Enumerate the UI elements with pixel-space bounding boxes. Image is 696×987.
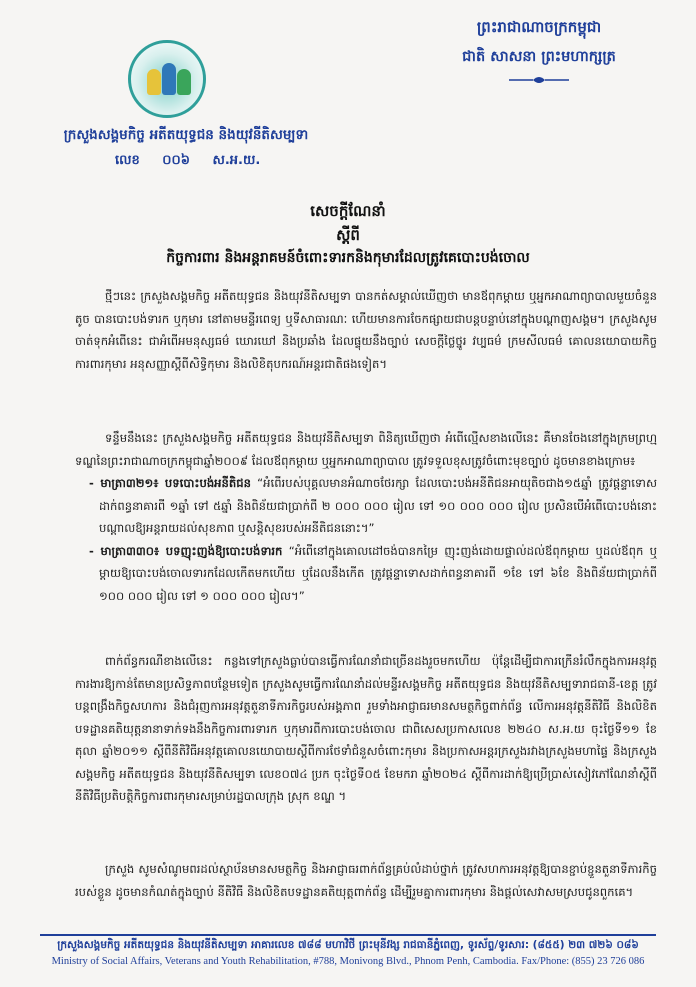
paragraph-2 [75, 427, 657, 607]
footer-address-kh: ក្រសួងសង្គមកិច្ច អតីតយុទ្ធជន និងយុវនីតិសម្បទា អាគារលេខ ៧៨៨ មហាវិថី ព្រះមុនីវង្ស រាជធានីភ្នំពេញ, ទូរស័ព្ទ/ទូរសារ: (៨៥៥) ២៣ ៧២៦ ០៨៦ [57, 939, 639, 951]
reference-number [115, 152, 278, 171]
ref-code: ស.អ.យ. [212, 153, 261, 168]
paragraph-2-intro: ទន្ទឹមនឹងនេះ ក្រសួងសង្គមកិច្ច អតីតយុទ្ធជន និងយុវនីតិសម្បទា ពិនិត្យឃើញថា អំពើល្មើសខាងលើនេះ គឺមានចែងនៅក្នុងក្រមព្រហ្មទណ្ឌនៃព្រះរាជាណាចក្រកម្ពុជាឆ្នាំ២០០៩ ដែលឪពុកម្ដាយ ឬអ្នកអាណាព្យាបាល ត្រូវទទួលខុសត្រូវចំពោះមុខច្បាប់ ដូចមានខាងក្រោម៖ [75, 431, 657, 468]
article-330-text: “អំពើនៅក្នុងគោលដៅចង់បានកម្រៃ ញុះញង់ដោយផ្ទាល់ដល់ឪពុកម្ដាយ ឬដល់ឪពុក ឬម្ដាយឱ្យបោះបង់ចោលទារកដែលកើតមកហើយ ឬដែលនឹងកើត ត្រូវផ្ដន្ទាទោសដាក់ពន្ធនាគារពី ១ខែ ទៅ ៦ខែ និងពិន័យជាប្រាក់ពី ១០០ ០០០ រៀល ទៅ ១ ០០០ ០០០ រៀល។” [99, 543, 657, 603]
document-subject: កិច្ចការពារ និងអន្ដរាគមន៍ចំពោះទារកនិងកុមារដែលត្រូវគេបោះបង់ចោល [166, 250, 530, 266]
document-title: សេចក្ដីណែនាំ [310, 202, 386, 220]
ref-label: លេខ [115, 153, 140, 168]
ministry-name: ក្រសួងសង្គមកិច្ច អតីតយុទ្ធជន និងយុវនីតិសម្បទា [63, 127, 309, 143]
document-subtitle-about: ស្ដីពី [336, 226, 360, 244]
ref-number: ០០៦ [162, 153, 190, 168]
footer-address-en: Ministry of Social Affairs, Veterans and Youth Rehabilitation, #788, Monivong Blvd., Phnom Penh, Cambodia. Fax/Phone: (855) 23 726 086 [51, 956, 645, 967]
logo-figure-blue [162, 63, 176, 95]
paragraph-3: ពាក់ព័ន្ធករណីខាងលើនេះ កន្លងទៅក្រសួងធ្លាប់បានធ្វើការណែនាំជាច្រើនដងរួចមកហើយ ប៉ុន្តែដើម្បីជាការក្រើនរំលឹកក្នុងការអនុវត្តការងារឱ្យកាន់តែមានប្រសិទ្ធភាពបន្ថែមទៀត ក្រសួងសូមធ្វើការណែនាំដល់មន្ទីរសង្គមកិច្ច អតីតយុទ្ធជន និងយុវនីតិសម្បទារាជធានី-ខេត្ត ត្រូវបន្តពង្រឹងកិច្ចសហការ និងជំរុញការអនុវត្តតួនាទីភារកិច្ចរបស់អង្គភាព រួមទាំងអាជ្ញាធរមានសមត្ថកិច្ចពាក់ព័ន្ធ លើការអនុវត្តនីតិវិធី និងលិខិតបទដ្ឋានគតិយុត្តនានាទាក់ទងនឹងកិច្ចការពារទារក ឬកុមារពីការបោះបង់ចោល ជាពិសេសប្រកាសលេខ ២២៤០ ស.អ.យ ចុះថ្ងៃទី១១ ខែតុលា ឆ្នាំ២០១១ ស្ដីពីនីតិវិធីអនុវត្តគោលនយោបាយស្ដីពីការថែទាំជំនួសចំពោះកុមារ និងប្រកាសអន្តរក្រសួងរវាងក្រសួងមហាផ្ទៃ និងក្រសួងសង្គមកិច្ច អតីតយុទ្ធជន និងយុវនីតិសម្បទា លេខ០៧៤ ប្រក ចុះថ្ងៃទី០៥ ខែមករា ឆ្នាំ២០២៤ ស្ដីពីការដាក់ឱ្យប្រើប្រាស់សៀវភៅណែនាំស្ដីពីនីតិវិធីប្រតិបត្តិកិច្ចការពារកុមារសម្រាប់រដ្ឋបាលក្រុង ស្រុក ខណ្ឌ ។ [75, 654, 657, 803]
paragraph-1: ថ្មីៗនេះ ក្រសួងសង្គមកិច្ច អតីតយុទ្ធជន និងយុវនីតិសម្បទា បានកត់សម្គាល់ឃើញថា មានឪពុកម្ដាយ ឬអ្នកអាណាព្យាបាលមួយចំនួនតូច បានបោះបង់ទារក ឬកុមារ នៅតាមមន្ទីរពេទ្យ ឬទីសាធារណៈ ហើយមានការចែកផ្សាយជាបន្តបន្ទាប់នៅក្នុងបណ្ដាញសង្គម។ ក្រសួងសូមចាត់ទុកអំពើនេះ ជាអំពើអមនុស្សធម៌ ឃោរឃៅ និងប្រឆាំង ដែលផ្ទុយនឹងច្បាប់ សេចក្ដីថ្លៃថ្នូរ វប្បធម៌ ក្រមសីលធម៌ គោលនយោបាយកិច្ចការពារកុមារ អនុសញ្ញាស្ដីពីសិទ្ធិកុមារ និងលិខិតុបករណ៍អន្ដរជាតិផងទៀត។ [75, 289, 657, 371]
article-321-text: “អំពើរបស់បុគ្គលមានអំណាចថែរក្សា ដែលបោះបង់អនីតិជនអាយុតិចជាង១៥ឆ្នាំ ត្រូវផ្ដន្ទាទោសដាក់ពន្ធនាគារពី ១ឆ្នាំ ទៅ ៥ឆ្នាំ និងពិន័យជាប្រាក់ពី ២ ០០០ ០០០ រៀល ទៅ ១០ ០០០ ០០០ រៀល ប្រសិនបើអំពើបោះបង់នោះបណ្ដាលឱ្យអន្តរាយដល់សុខភាព ឬសន្តិសុខរបស់អនីតិជននោះ។” [99, 476, 657, 535]
article-321 [89, 472, 657, 540]
paragraph-4: ក្រសួង សូមសំណូមពរដល់ស្ថាប័នមានសមត្ថកិច្ច និងអាជ្ញាធរពាក់ព័ន្ធគ្រប់លំដាប់ថ្នាក់ ត្រូវសហការអនុវត្តឱ្យបានខ្ជាប់ខ្ជួនតួនាទីភារកិច្ចរបស់ខ្លួន ដូចមានកំណត់ក្នុងច្បាប់ នីតិវិធី និងលិខិតបទដ្ឋានគតិយុត្តពាក់ព័ន្ធ ដើម្បីរួមគ្នាការពារកុមារ និងផ្ដល់សេវាសមស្របជូនពួកគេ។ [75, 862, 657, 899]
ornament-divider-icon [507, 75, 571, 85]
footer-divider [40, 934, 656, 936]
ministry-logo-icon [128, 40, 206, 118]
logo-figure-yellow [147, 69, 161, 95]
kingdom-motto [434, 18, 644, 85]
article-321-head: - មាត្រា៣២១៖ បទបោះបង់អនីតិជន [89, 476, 251, 490]
nation-religion-king: ជាតិ សាសនា ព្រះមហាក្សត្រ [462, 49, 616, 65]
article-330 [89, 540, 657, 608]
kingdom-name: ព្រះរាជាណាចក្រកម្ពុជា [476, 18, 602, 36]
logo-figure-green [177, 69, 191, 95]
article-330-head: - មាត្រា៣៣០៖ បទញុះញង់ឱ្យបោះបង់ទារក [89, 543, 283, 558]
